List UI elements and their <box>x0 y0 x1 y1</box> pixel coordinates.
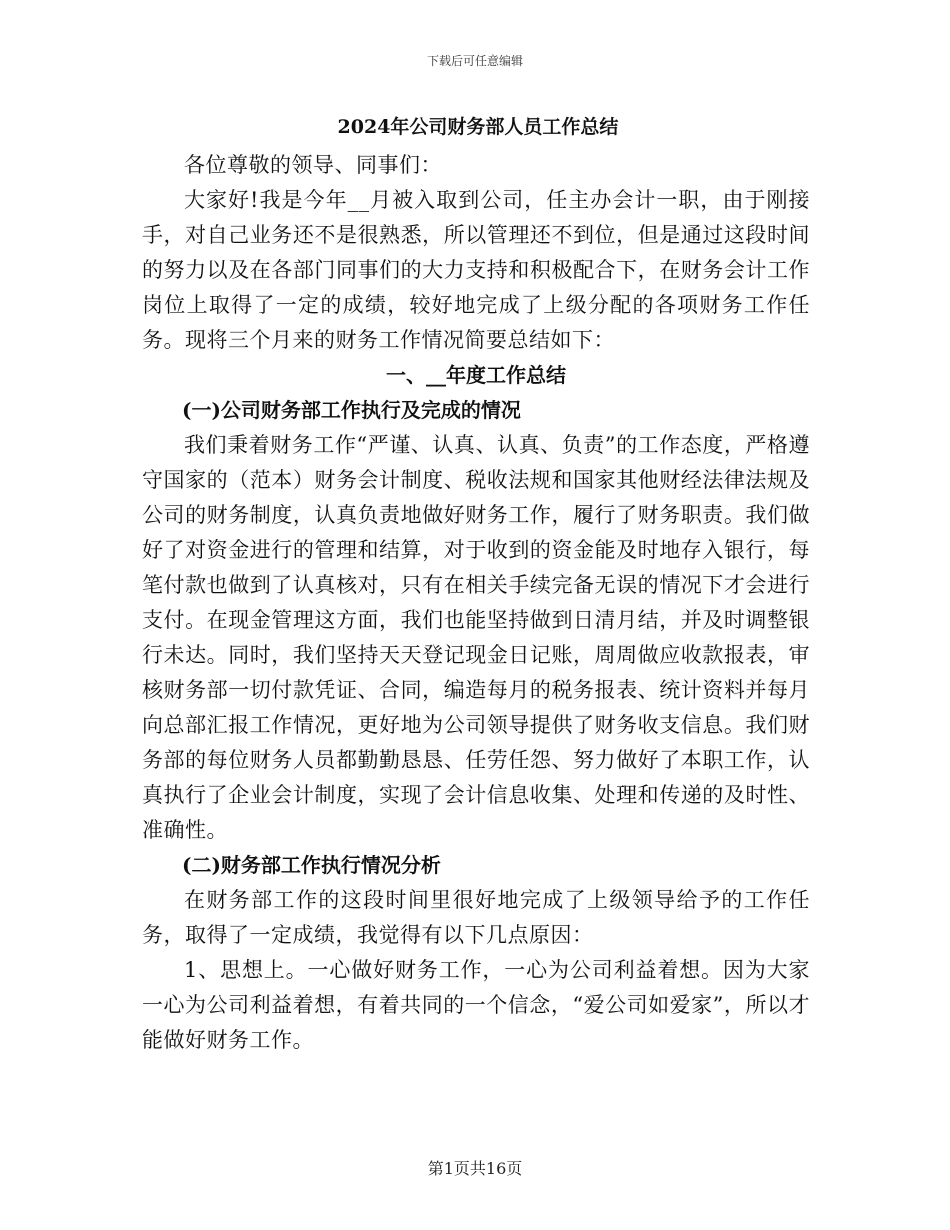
section-heading-annual-summary: 一、__年度工作总结 <box>386 363 566 387</box>
intro-paragraph: 大家好!我是今年__月被入取到公司，任主办会计一职，由于刚接手，对自己业务还不是很熟悉，所以管理还不到位，但是通过这段时间的努力以及在各部门同事们的大力支持和积极配合下，在财务会计工作岗位上取得了一定的成绩，较好地完成了上级分配的各项财务工作任务。现将三个月来的财务工作情况简要总结如下： <box>142 188 810 352</box>
sub-heading-execution: (一)公司财务部工作执行及完成的情况 <box>182 398 521 422</box>
analysis-paragraph: 在财务部工作的这段时间里很好地完成了上级领导给予的工作任务，取得了一定成绩，我觉得有以下几点原因： <box>142 888 810 947</box>
salutation: 各位尊敬的领导、同事们： <box>184 153 442 177</box>
document-body <box>142 108 810 1058</box>
page-header-note: 下载后可任意编辑 <box>426 54 523 68</box>
point-ideology-paragraph: 1、思想上。一心做好财务工作，一心为公司利益着想。因为大家一心为公司利益着想，有着共同的一个信念，“爱公司如爱家”，所以才能做好财务工作。 <box>142 958 810 1052</box>
page-number-footer: 第1页共16页 <box>427 1159 523 1178</box>
document-title: 2024年公司财务部人员工作总结 <box>337 116 619 138</box>
sub-heading-analysis: (二)财务部工作执行情况分析 <box>182 853 441 877</box>
execution-paragraph: 我们秉着财务工作“严谨、认真、认真、负责”的工作态度，严格遵守国家的（范本）财务会计制度、税收法规和国家其他财经法律法规及公司的财务制度，认真负责地做好财务工作，履行了财务职责。我们做好了对资金进行的管理和结算，对于收到的资金能及时地存入银行，每笔付款也做到了认真核对，只有在相关手续完备无误的情况下才会进行支付。在现金管理这方面，我们也能坚持做到日清月结，并及时调整银行未达。同时，我们坚持天天登记现金日记账，周周做应收款报表，审核财务部一切付款凭证、合同，编造每月的税务报表、统计资料并每月向总部汇报工作情况，更好地为公司领导提供了财务收支信息。我们财务部的每位财务人员都勤勤恳恳、任劳任怨、努力做好了本职工作，认真执行了企业会计制度，实现了会计信息收集、处理和传递的及时性、准确性。 <box>142 433 810 842</box>
